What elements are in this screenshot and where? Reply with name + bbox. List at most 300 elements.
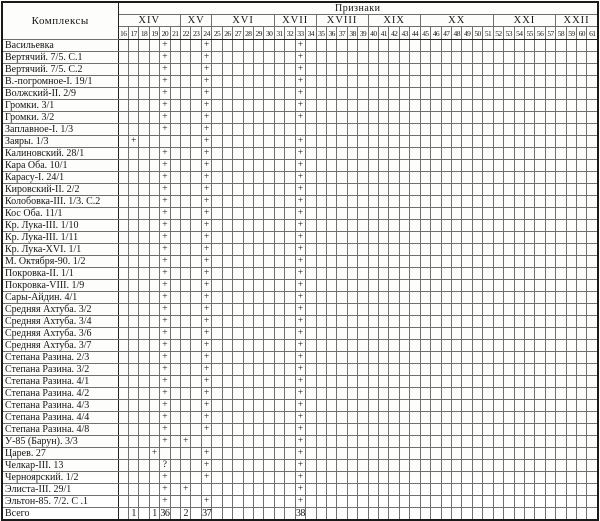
feature-cell-26: [222, 400, 232, 412]
feature-cell-16: [118, 400, 128, 412]
feature-cell-44: [410, 136, 420, 148]
feature-cell-41: [379, 448, 389, 460]
feature-cell-43: [399, 52, 409, 64]
feature-cell-40: [368, 352, 378, 364]
feature-cell-27: [233, 112, 243, 124]
feature-cell-48: [452, 196, 462, 208]
feature-cell-32: [285, 268, 295, 280]
feature-cell-44: [410, 376, 420, 388]
feature-cell-60: [577, 76, 587, 88]
feature-cell-35: [316, 52, 326, 64]
feature-cell-57: [545, 304, 555, 316]
feature-cell-47: [441, 484, 451, 496]
feature-cell-44: [410, 388, 420, 400]
feature-cell-32: [285, 40, 295, 52]
feature-cell-47: [441, 472, 451, 484]
feature-cell-52: [493, 100, 503, 112]
feature-cell-42: [389, 376, 399, 388]
feature-cell-43: [399, 76, 409, 88]
feature-cell-29: [253, 352, 263, 364]
feature-cell-26: [222, 232, 232, 244]
feature-cell-23: [191, 460, 201, 472]
feature-cell-21: [170, 424, 180, 436]
complex-label: Кировский-II. 2/2: [2, 184, 118, 196]
feature-cell-30: [264, 364, 274, 376]
feature-cell-22: [181, 220, 191, 232]
feature-cell-18: [139, 124, 149, 136]
feature-cell-31: [274, 184, 284, 196]
feature-cell-44: [410, 124, 420, 136]
feature-cell-16: [118, 160, 128, 172]
feature-cell-52: [493, 244, 503, 256]
feature-cell-36: [326, 292, 336, 304]
feature-col-27: 27: [233, 27, 243, 40]
table-row: [2, 208, 598, 220]
feature-cell-48: [452, 436, 462, 448]
feature-cell-61: [587, 196, 598, 208]
feature-cell-48: [452, 460, 462, 472]
feature-cell-51: [483, 316, 493, 328]
feature-cell-47: [441, 220, 451, 232]
feature-cell-53: [504, 376, 514, 388]
feature-cell-47: [441, 184, 451, 196]
total-cell-61: [587, 508, 598, 521]
feature-cell-26: [222, 88, 232, 100]
feature-cell-52: [493, 88, 503, 100]
feature-cell-38: [347, 184, 357, 196]
feature-cell-37: [337, 268, 347, 280]
feature-cell-53: [504, 40, 514, 52]
feature-cell-37: [337, 220, 347, 232]
feature-col-59: 59: [566, 27, 576, 40]
feature-cell-35: [316, 328, 326, 340]
feature-cell-49: [462, 292, 472, 304]
feature-cell-35: [316, 196, 326, 208]
feature-cell-37: [337, 52, 347, 64]
feature-cell-40: [368, 88, 378, 100]
feature-cell-51: [483, 304, 493, 316]
feature-cell-59: [566, 340, 576, 352]
feature-cell-53: [504, 76, 514, 88]
feature-cell-53: [504, 496, 514, 508]
feature-cell-51: [483, 136, 493, 148]
feature-cell-30: [264, 64, 274, 76]
total-cell-46: [431, 508, 441, 521]
feature-cell-25: [212, 316, 222, 328]
feature-cell-19: [149, 100, 159, 112]
feature-cell-47: [441, 328, 451, 340]
feature-cell-51: [483, 100, 493, 112]
feature-cell-25: [212, 220, 222, 232]
feature-cell-43: [399, 160, 409, 172]
feature-cell-26: [222, 292, 232, 304]
feature-cell-26: [222, 148, 232, 160]
feature-cell-46: [431, 436, 441, 448]
feature-cell-28: [243, 244, 253, 256]
feature-cell-25: [212, 472, 222, 484]
feature-cell-42: [389, 160, 399, 172]
feature-cell-55: [524, 124, 534, 136]
feature-cell-51: [483, 112, 493, 124]
feature-cell-20: +: [160, 472, 170, 484]
feature-cell-22: [181, 352, 191, 364]
feature-cell-35: [316, 256, 326, 268]
feature-cell-32: [285, 484, 295, 496]
feature-cell-33: +: [295, 256, 305, 268]
feature-col-33: 33: [295, 27, 305, 40]
feature-cell-57: [545, 100, 555, 112]
feature-cell-60: [577, 460, 587, 472]
feature-cell-20: [160, 136, 170, 148]
feature-cell-53: [504, 160, 514, 172]
feature-cell-51: [483, 364, 493, 376]
feature-cell-16: [118, 436, 128, 448]
feature-cell-31: [274, 196, 284, 208]
feature-cell-18: [139, 484, 149, 496]
total-cell-30: [264, 508, 274, 521]
feature-cell-34: [306, 124, 316, 136]
feature-cell-25: [212, 52, 222, 64]
feature-cell-58: [556, 136, 566, 148]
feature-cell-16: [118, 268, 128, 280]
feature-cell-37: [337, 40, 347, 52]
feature-cell-59: [566, 112, 576, 124]
feature-cell-59: [566, 208, 576, 220]
feature-cell-41: [379, 364, 389, 376]
feature-cell-35: [316, 124, 326, 136]
feature-cell-26: [222, 496, 232, 508]
feature-cell-47: [441, 244, 451, 256]
feature-cell-20: +: [160, 184, 170, 196]
complex-label: Кара Оба. 10/1: [2, 160, 118, 172]
feature-cell-30: [264, 472, 274, 484]
feature-cell-52: [493, 400, 503, 412]
feature-cell-24: +: [201, 160, 211, 172]
feature-cell-32: [285, 148, 295, 160]
feature-cell-53: [504, 148, 514, 160]
feature-cell-40: [368, 304, 378, 316]
feature-cell-35: [316, 112, 326, 124]
feature-cell-49: [462, 364, 472, 376]
feature-cell-61: [587, 364, 598, 376]
feature-cell-27: [233, 436, 243, 448]
feature-cell-48: [452, 364, 462, 376]
feature-cell-44: [410, 208, 420, 220]
feature-cell-60: [577, 64, 587, 76]
feature-cell-21: [170, 172, 180, 184]
feature-cell-61: [587, 340, 598, 352]
feature-cell-30: [264, 400, 274, 412]
feature-cell-24: +: [201, 112, 211, 124]
feature-cell-58: [556, 304, 566, 316]
feature-cell-18: [139, 292, 149, 304]
feature-cell-21: [170, 220, 180, 232]
feature-cell-55: [524, 328, 534, 340]
feature-cell-59: [566, 124, 576, 136]
feature-cell-33: +: [295, 304, 305, 316]
feature-cell-46: [431, 160, 441, 172]
feature-cell-49: [462, 112, 472, 124]
feature-cell-43: [399, 412, 409, 424]
feature-cell-61: [587, 496, 598, 508]
feature-cell-33: +: [295, 100, 305, 112]
feature-cell-58: [556, 268, 566, 280]
feature-cell-24: +: [201, 496, 211, 508]
feature-cell-31: [274, 112, 284, 124]
complex-label: Кр. Лука-III. 1/11: [2, 232, 118, 244]
table-row: [2, 436, 598, 448]
feature-cell-22: [181, 40, 191, 52]
feature-cell-28: [243, 76, 253, 88]
feature-cell-20: +: [160, 124, 170, 136]
feature-cell-36: [326, 124, 336, 136]
feature-cell-59: [566, 424, 576, 436]
complex-label: Степана Разина. 2/3: [2, 352, 118, 364]
feature-cell-42: [389, 436, 399, 448]
feature-cell-56: [535, 316, 545, 328]
feature-cell-50: [472, 280, 482, 292]
feature-cell-23: [191, 160, 201, 172]
feature-cell-46: [431, 460, 441, 472]
feature-cell-29: [253, 292, 263, 304]
feature-cell-30: [264, 76, 274, 88]
feature-cell-35: [316, 472, 326, 484]
feature-cell-49: [462, 124, 472, 136]
feature-cell-25: [212, 352, 222, 364]
feature-cell-31: [274, 292, 284, 304]
feature-cell-54: [514, 172, 524, 184]
feature-cell-32: [285, 400, 295, 412]
feature-cell-41: [379, 40, 389, 52]
feature-cell-27: [233, 220, 243, 232]
table-row: [2, 112, 598, 124]
feature-cell-55: [524, 256, 534, 268]
feature-cell-25: [212, 412, 222, 424]
feature-cell-29: [253, 256, 263, 268]
feature-cell-59: [566, 448, 576, 460]
feature-cell-38: [347, 400, 357, 412]
feature-cell-45: [420, 328, 430, 340]
feature-cell-41: [379, 304, 389, 316]
feature-cell-27: [233, 460, 243, 472]
table-row: [2, 196, 598, 208]
feature-cell-40: [368, 232, 378, 244]
complex-label: Кр. Лука-III. 1/10: [2, 220, 118, 232]
feature-cell-50: [472, 364, 482, 376]
feature-cell-40: [368, 424, 378, 436]
feature-cell-45: [420, 100, 430, 112]
feature-cell-18: [139, 244, 149, 256]
feature-cell-24: +: [201, 64, 211, 76]
feature-cell-45: [420, 400, 430, 412]
feature-cell-25: [212, 196, 222, 208]
feature-cell-37: [337, 388, 347, 400]
total-cell-40: [368, 508, 378, 521]
feature-cell-43: [399, 136, 409, 148]
feature-cell-21: [170, 160, 180, 172]
feature-cell-27: [233, 172, 243, 184]
feature-cell-42: [389, 496, 399, 508]
feature-cell-32: [285, 364, 295, 376]
table-row: [2, 148, 598, 160]
feature-cell-38: [347, 292, 357, 304]
feature-cell-54: [514, 292, 524, 304]
feature-cell-33: +: [295, 208, 305, 220]
feature-cell-36: [326, 352, 336, 364]
feature-cell-17: [128, 340, 138, 352]
feature-cell-29: [253, 112, 263, 124]
feature-cell-24: [201, 484, 211, 496]
feature-cell-56: [535, 124, 545, 136]
feature-cell-41: [379, 352, 389, 364]
complex-label: У-85 (Барун). 3/3: [2, 436, 118, 448]
feature-cell-25: [212, 280, 222, 292]
feature-cell-56: [535, 376, 545, 388]
feature-cell-41: [379, 340, 389, 352]
total-cell-38: [347, 508, 357, 521]
header-row-top: [2, 2, 598, 15]
feature-cell-25: [212, 436, 222, 448]
feature-cell-37: [337, 412, 347, 424]
feature-cell-22: [181, 184, 191, 196]
feature-cell-24: +: [201, 328, 211, 340]
feature-cell-43: [399, 376, 409, 388]
feature-cell-40: [368, 100, 378, 112]
feature-cell-60: [577, 52, 587, 64]
feature-cell-25: [212, 400, 222, 412]
feature-cell-60: [577, 100, 587, 112]
feature-cell-55: [524, 304, 534, 316]
feature-cell-24: +: [201, 148, 211, 160]
feature-cell-52: [493, 376, 503, 388]
feature-cell-35: [316, 412, 326, 424]
column-group-XVIII: XVIII: [316, 15, 368, 27]
feature-cell-27: [233, 412, 243, 424]
feature-cell-21: [170, 196, 180, 208]
feature-cell-39: [358, 268, 368, 280]
feature-cell-31: [274, 124, 284, 136]
feature-cell-37: [337, 184, 347, 196]
feature-cell-24: +: [201, 304, 211, 316]
feature-cell-38: [347, 436, 357, 448]
feature-cell-44: [410, 76, 420, 88]
feature-cell-59: [566, 148, 576, 160]
feature-cell-37: [337, 64, 347, 76]
feature-cell-61: [587, 100, 598, 112]
feature-cell-47: [441, 208, 451, 220]
feature-cell-35: [316, 496, 326, 508]
feature-cell-51: [483, 460, 493, 472]
feature-cell-32: [285, 340, 295, 352]
feature-cell-24: +: [201, 292, 211, 304]
feature-cell-40: [368, 148, 378, 160]
feature-cell-45: [420, 340, 430, 352]
feature-cell-54: [514, 340, 524, 352]
feature-cell-43: [399, 148, 409, 160]
feature-cell-43: [399, 352, 409, 364]
feature-cell-59: [566, 172, 576, 184]
feature-cell-53: [504, 460, 514, 472]
feature-cell-60: [577, 220, 587, 232]
feature-col-55: 55: [524, 27, 534, 40]
feature-cell-52: [493, 292, 503, 304]
feature-cell-42: [389, 244, 399, 256]
feature-cell-34: [306, 304, 316, 316]
total-cell-54: [514, 508, 524, 521]
feature-cell-50: [472, 64, 482, 76]
feature-cell-34: [306, 364, 316, 376]
feature-cell-23: [191, 328, 201, 340]
feature-cell-20: +: [160, 160, 170, 172]
feature-cell-32: [285, 76, 295, 88]
feature-cell-48: [452, 208, 462, 220]
feature-cell-43: [399, 196, 409, 208]
feature-cell-58: [556, 280, 566, 292]
feature-cell-37: [337, 424, 347, 436]
feature-cell-25: [212, 268, 222, 280]
feature-cell-47: [441, 304, 451, 316]
feature-cell-59: [566, 496, 576, 508]
feature-cell-42: [389, 340, 399, 352]
feature-cell-36: [326, 364, 336, 376]
feature-cell-46: [431, 208, 441, 220]
feature-cell-44: [410, 64, 420, 76]
feature-cell-21: [170, 472, 180, 484]
feature-cell-24: +: [201, 352, 211, 364]
feature-cell-17: [128, 172, 138, 184]
feature-cell-24: +: [201, 424, 211, 436]
feature-cell-21: [170, 208, 180, 220]
feature-cell-17: [128, 256, 138, 268]
feature-cell-35: [316, 316, 326, 328]
feature-cell-34: [306, 316, 316, 328]
feature-cell-49: [462, 400, 472, 412]
feature-cell-47: [441, 352, 451, 364]
feature-cell-50: [472, 388, 482, 400]
feature-cell-50: [472, 76, 482, 88]
feature-cell-23: [191, 268, 201, 280]
feature-cell-31: [274, 136, 284, 148]
feature-cell-23: [191, 436, 201, 448]
feature-cell-43: [399, 244, 409, 256]
feature-cell-36: [326, 232, 336, 244]
feature-cell-20: +: [160, 64, 170, 76]
feature-cell-59: [566, 232, 576, 244]
column-group-XXI: XXI: [493, 15, 556, 27]
feature-cell-22: [181, 400, 191, 412]
feature-cell-25: [212, 304, 222, 316]
feature-cell-41: [379, 88, 389, 100]
feature-cell-58: [556, 484, 566, 496]
total-cell-17: 1: [128, 508, 138, 521]
feature-cell-61: [587, 424, 598, 436]
feature-cell-24: +: [201, 268, 211, 280]
feature-cell-25: [212, 388, 222, 400]
feature-cell-36: [326, 40, 336, 52]
feature-cell-30: [264, 196, 274, 208]
column-group-XVI: XVI: [212, 15, 275, 27]
feature-cell-32: [285, 196, 295, 208]
feature-cell-24: +: [201, 472, 211, 484]
feature-cell-16: [118, 496, 128, 508]
feature-cell-56: [535, 412, 545, 424]
feature-cell-58: [556, 388, 566, 400]
feature-cell-40: [368, 316, 378, 328]
feature-cell-58: [556, 184, 566, 196]
feature-cell-32: [285, 472, 295, 484]
feature-cell-51: [483, 76, 493, 88]
feature-cell-19: [149, 172, 159, 184]
